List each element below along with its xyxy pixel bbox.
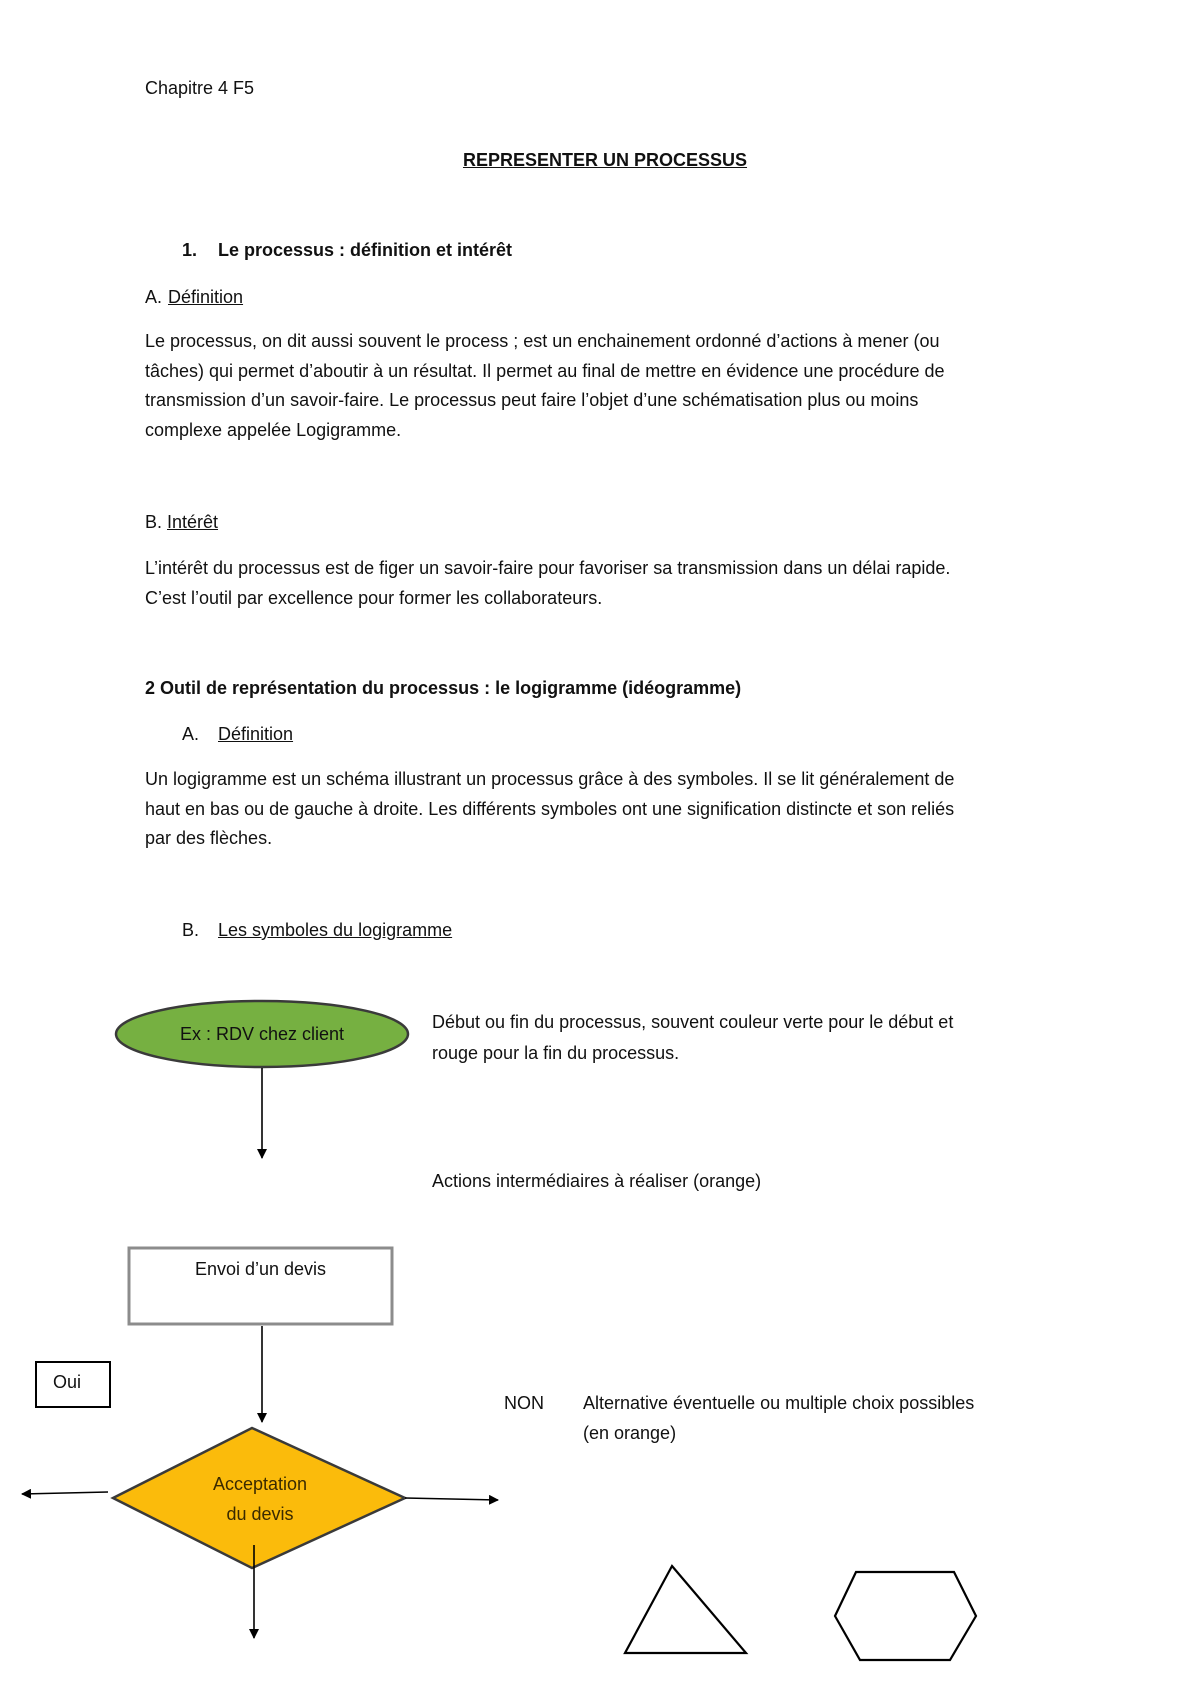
description-line: (en orange) [583,1423,677,1443]
paragraph-line: haut en bas ou de gauche à droite. Les différents symboles ont une signification distincte et son reliés [145,798,955,819]
diamond-label-line: du devis [226,1504,294,1524]
paragraph-line: C’est l’outil par excellence pour former les collaborateurs. [145,587,603,608]
oui-label: Oui [52,1372,81,1392]
non-label: NON [504,1393,544,1413]
paragraph-line: complexe appelée Logigramme. [145,419,402,440]
section1-heading: Le processus : définition et intérêt [218,240,513,260]
triangle-symbol [625,1566,746,1653]
section1-b-label: B. [145,512,163,532]
section1-number: 1. [182,240,198,260]
section2-a-label: A. [182,724,200,744]
paragraph-line: Un logigramme est un schéma illustrant un processus grâce à des symboles. Il se lit généralement de [145,769,955,789]
paragraph-line: tâches) qui permet d’aboutir à un résultat. Il permet au final de mettre en évidence une procédure de [145,360,945,381]
description-line: Alternative éventuelle ou multiple choix possibles [583,1393,975,1413]
arrow-diamond-right [405,1498,498,1500]
section2-heading: 2 Outil de représentation du processus : le logigramme (idéogramme) [145,678,742,698]
rect-label: Envoi d’un devis [194,1259,327,1279]
diamond-label-line: Acceptation [212,1474,308,1494]
paragraph-line: par des flèches. [145,828,273,848]
chapter-header: Chapitre 4 F5 [145,78,255,98]
action-description: Actions intermédiaires à réaliser (orange) [432,1171,762,1191]
arrow-diamond-left [22,1492,108,1494]
ellipse-label: Ex : RDV chez client [179,1024,345,1044]
hexagon-symbol [835,1572,976,1660]
section2-a-title: Définition [218,724,294,744]
paragraph-line: Le processus, on dit aussi souvent le process ; est un enchainement ordonné d’actions à mener (ou [145,331,940,351]
paragraph-line: transmission d’un savoir-faire. Le processus peut faire l’objet d’une schématisation plus ou moins [145,390,919,410]
description-line: Début ou fin du processus, souvent couleur verte pour le début et [432,1012,954,1032]
section1-a-label: A. [145,287,163,307]
paragraph-line: L’intérêt du processus est de figer un savoir-faire pour favoriser sa transmission dans un délai rapide. [145,558,951,578]
description-line: rouge pour la fin du processus. [432,1043,680,1063]
section2-b-label: B. [182,920,200,940]
section1-b-title: Intérêt [167,512,219,532]
section2-b-title: Les symboles du logigramme [218,920,453,940]
section1-a-title: Définition [168,287,244,307]
page-title: REPRESENTER UN PROCESSUS [462,150,748,170]
